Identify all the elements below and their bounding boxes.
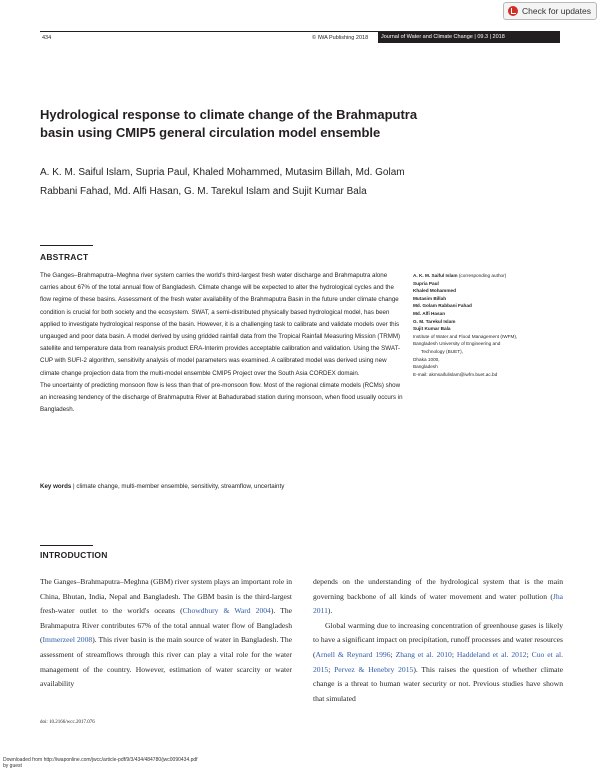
banner-sep: | [474, 34, 478, 40]
citation-link[interactable]: Arnell & Reynard 1996 [315, 649, 391, 659]
citation-link[interactable]: Immerzeel 2008 [42, 635, 93, 645]
country-line: Bangladesh [413, 364, 438, 370]
citation-link[interactable]: Jha 2011 [313, 591, 563, 616]
coauthor: G. M. Tarekul Islam [413, 318, 456, 324]
intro-text: ; [328, 664, 335, 674]
intro-text: The Ganges–Brahmaputra–Meghna (GBM) river system plays an important role in China, Bhutan, India, Nepal and Bangladesh. The GBM basin is the third-largest fresh-water outlet to the world's oceans ( [40, 577, 293, 616]
publisher-line: © IWA Publishing 2018 [312, 35, 369, 41]
intro-paragraph-1 [40, 575, 292, 692]
keywords-line [40, 483, 410, 490]
journal-year: 2018 [492, 34, 505, 40]
intro-text: depends on the understanding of the hydrological system that is the main governing backbone of all kinds of water movement and water pollution ( [313, 577, 563, 601]
coauthor: Khaled Mohammed [413, 288, 456, 294]
download-guest: by guest [3, 763, 22, 769]
abstract-rule [40, 245, 93, 246]
email-line: E-mail: akmsaifulislam@iwfm.buet.ac.bd [413, 371, 498, 377]
coauthor: Md. Alfi Hasan [413, 310, 446, 316]
check-for-updates-label: Check for updates [522, 6, 591, 16]
city-line: Dhaka 1000, [413, 356, 440, 362]
citation-link[interactable]: Cuo et al. 2015 [313, 649, 563, 674]
download-url: Downloaded from http://iwaponline.com/jwcc/article-pdf/9/3/434/484780/jwc0090434.pdf [3, 757, 198, 763]
coauthor: Md. Golam Rabbani Fahad [413, 303, 472, 309]
journal-name: Journal of Water and Climate Change [381, 34, 473, 40]
corresponding-author: A. K. M. Saiful Islam [413, 273, 458, 278]
abstract-body [40, 270, 405, 416]
intro-text: ). This river basin is the main source of water in Bangladesh. The assessment of streamflows through this river can play a vital role for the water management of the country. However, estimation of water scarcity or water availability [40, 635, 292, 689]
intro-paragraph-2 [313, 619, 563, 707]
citation-link[interactable]: Zhang et al. 2010 [395, 649, 452, 659]
institute-line: Bangladesh University of Engineering and [413, 341, 501, 347]
keywords-label: Key words [40, 483, 72, 490]
journal-banner [378, 32, 560, 43]
introduction-rule [40, 545, 93, 546]
citation-link[interactable]: Haddeland et al. 2012 [456, 649, 527, 659]
keywords-list: | climate change, multi-member ensemble, sensitivity, streamflow, uncertainty [73, 483, 285, 490]
intro-left-column [40, 575, 292, 692]
intro-text: ). The Brahmaputra River contributes 67% of the total annual water flow of Bangladesh ( [40, 606, 292, 645]
intro-text: Global warming due to increasing concentration of greenhouse gases is likely to have a significant impact on precipitation, runoff processes and water resources ( [313, 620, 563, 659]
intro-paragraph-continued [313, 575, 563, 619]
doi-line: doi: 10.2166/wcc.2017.076 [40, 720, 95, 725]
abstract-paragraph-2: The uncertainty of predicting monsoon flow is less than that of pre-monsoon flow. Most of the regional climate models (RCMs) show an increasing tendency of the discharge of Brahmaputra River at Bahadurabad station during monsoon, when flood usually occurs in Bangladesh. [40, 381, 403, 414]
banner-sep: | [489, 34, 493, 40]
coauthor: Supria Paul [413, 280, 439, 286]
citation-link[interactable]: Pervez & Henebry 2015 [334, 664, 414, 674]
coauthor: Sujit Kumar Bala [413, 326, 451, 332]
institute-line: Technology (BUET), [421, 348, 463, 354]
corresponding-note: (corresponding author) [458, 273, 507, 278]
journal-issue: 09.3 [477, 34, 489, 40]
intro-text: ; [526, 649, 532, 659]
author-list: A. K. M. Saiful Islam, Supria Paul, Khaled Mohammed, Mutasim Billah, Md. Golam Rabbani Fahad, Md. Alfi Hasan, G. M. Tarekul Islam and Sujit Kumar Bala [40, 167, 405, 197]
intro-text: ; [451, 649, 457, 659]
paper-title: Hydrological response to climate change of the Brahmaputra basin using CMIP5 general circulation model ensemble [40, 107, 418, 140]
download-notice [3, 757, 198, 769]
intro-text: ). [327, 606, 333, 616]
citation-link[interactable]: Chowdhury & Ward 2004 [182, 606, 271, 616]
intro-right-column [313, 575, 563, 706]
abstract-heading: ABSTRACT [40, 252, 89, 262]
abstract-paragraph-1: The Ganges–Brahmaputra–Meghna river system carries the world's third-largest fresh water discharge and Brahmaputra alone carries about 67% of the total annual flow of Bangladesh. Climate change will be expected to alter the hydrological cycles and the flow regime of these basins. Assessment of the fresh water availability of the Brahmaputra Basin in the future under climate change condition is crucial for both society and the ecosystem. SWAT, a semi-distributed physically based hydrological model, has been applied to investigate hydrological response of the basin. However, it is a challenging task to calibrate and validate models over this ungauged and poor data basin. A model derived by using gridded rainfall data from the Tropical Rainfall Measuring Mission (TRMM) satellite and temperature data from reanalysis product ERA-Interim provides acceptable calibration and validation. Using the SWAT-CUP with SUFI-2 algorithm, sensitivity analysis of model parameters was examined. A calibrated model was derived using new climate change projection data from the multi-model ensemble CMIP5 Project over the South Asia CORDEX domain. [40, 272, 401, 377]
institute-line: Institute of Water and Flood Management (IWFM), [413, 333, 518, 339]
intro-text: ). This raises the question of whether climate change is a threat to human water security or not. Previous studies have shown that simulated [313, 664, 563, 703]
check-for-updates-button[interactable] [503, 2, 597, 20]
introduction-heading: INTRODUCTION [40, 550, 108, 560]
coauthor: Mutasim Billah [413, 295, 447, 301]
author-affiliation-box [413, 272, 563, 378]
update-badge-icon [508, 6, 518, 16]
page-number: 434 [42, 35, 52, 41]
intro-text: ; [390, 649, 396, 659]
